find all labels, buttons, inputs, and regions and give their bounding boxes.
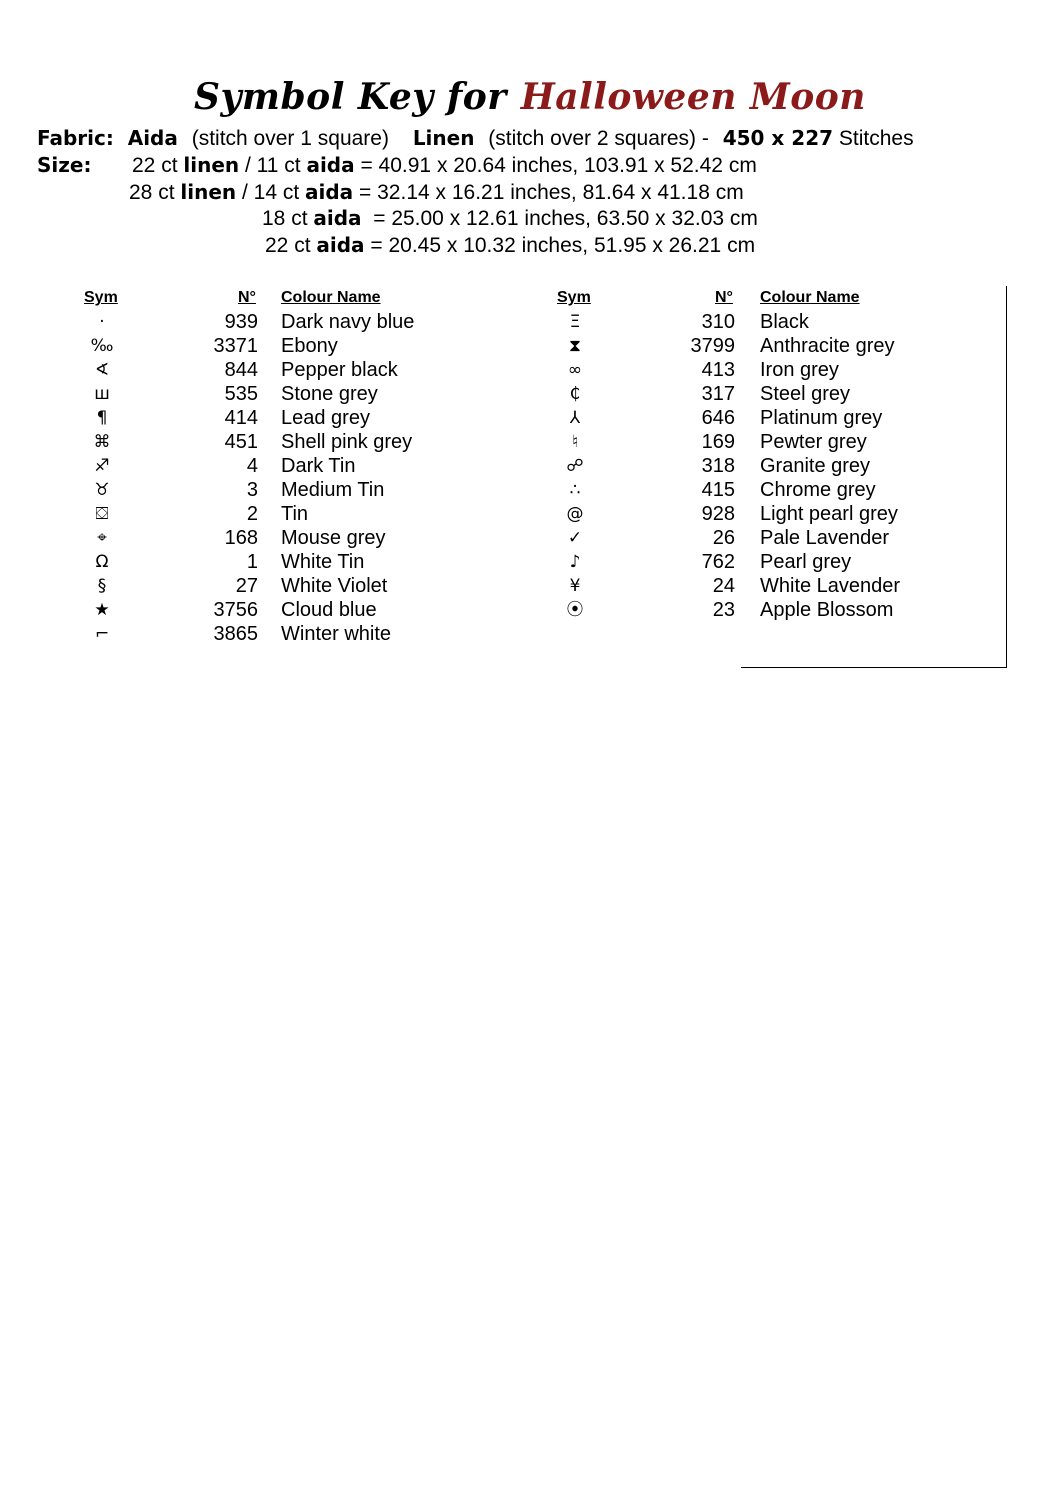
symbol-icon: ⛋ bbox=[95, 504, 109, 524]
fabric-label: Fabric: bbox=[37, 126, 114, 150]
colour-number: 168 bbox=[224, 527, 258, 549]
colour-number: 535 bbox=[224, 383, 258, 405]
colour-name: Granite grey bbox=[760, 455, 871, 477]
colour-number: 939 bbox=[224, 311, 258, 333]
symbol-icon: ⌘ bbox=[93, 432, 111, 452]
size-1-aida: aida bbox=[306, 153, 355, 177]
colour-number: 844 bbox=[224, 359, 258, 381]
colour-name: Platinum grey bbox=[760, 407, 883, 429]
symbol-icon: ‰ bbox=[90, 336, 114, 356]
size-4-dims: = 20.45 x 10.32 inches, 51.95 x 26.21 cm bbox=[364, 234, 756, 257]
symbol-icon: ¶ bbox=[96, 408, 108, 428]
fabric-stitches: Stitches bbox=[838, 127, 914, 150]
colour-name: Ebony bbox=[281, 335, 338, 357]
symbol-icon: ♪ bbox=[569, 552, 581, 572]
symbol-icon: ✓ bbox=[567, 528, 583, 548]
symbol-icon: Ω bbox=[95, 552, 109, 572]
colour-name: Pearl grey bbox=[760, 551, 852, 573]
colour-name: Steel grey bbox=[760, 383, 851, 405]
colour-name: Chrome grey bbox=[760, 479, 876, 501]
size-2-mid: / 14 ct bbox=[236, 181, 306, 204]
symbol-icon: ⌖ bbox=[97, 528, 107, 548]
size-2-dims: = 32.14 x 16.21 inches, 81.64 x 41.18 cm bbox=[353, 181, 744, 204]
symbol-icon: ш bbox=[94, 384, 110, 404]
size-2-ct: 28 ct bbox=[129, 181, 181, 204]
size-1-ct: 22 ct bbox=[132, 154, 184, 177]
size-1-dims: = 40.91 x 20.64 inches, 103.91 x 52.42 cm bbox=[354, 154, 757, 177]
colour-number: 451 bbox=[224, 431, 258, 453]
colour-number: 27 bbox=[235, 575, 258, 597]
colour-number: 3799 bbox=[690, 335, 735, 357]
colour-name: Pale Lavender bbox=[760, 527, 889, 549]
size-2-aida: aida bbox=[305, 180, 354, 204]
colour-name: Medium Tin bbox=[281, 479, 385, 501]
symbol-icon: ₵ bbox=[569, 384, 581, 404]
right-border-line bbox=[1006, 286, 1007, 668]
symbol-icon: · bbox=[99, 312, 105, 332]
fabric-linen-note: (stitch over 2 squares) - bbox=[488, 127, 709, 150]
symbol-icon: ♉ bbox=[94, 480, 110, 500]
left-header-name: Colour Name bbox=[281, 289, 381, 306]
size-line-4 bbox=[265, 233, 755, 258]
colour-number: 317 bbox=[701, 383, 735, 405]
symbol-icon: ¥ bbox=[569, 576, 581, 596]
fabric-dims: 450 x 227 bbox=[722, 126, 834, 150]
colour-name: Winter white bbox=[281, 623, 392, 645]
right-header-sym: Sym bbox=[557, 289, 591, 306]
colour-number: 646 bbox=[701, 407, 735, 429]
size-3-ct: 18 ct bbox=[262, 207, 314, 230]
colour-name: White Lavender bbox=[760, 575, 901, 597]
colour-number: 310 bbox=[701, 311, 735, 333]
colour-number: 3 bbox=[246, 479, 258, 501]
title-prefix: Symbol Key for bbox=[194, 76, 507, 118]
symbol-icon: ☍ bbox=[566, 456, 584, 476]
bottom-border-line bbox=[741, 667, 1007, 668]
pattern-name: Halloween Moon bbox=[520, 76, 866, 118]
fabric-linen: Linen bbox=[412, 126, 475, 150]
colour-name: White Violet bbox=[281, 575, 388, 597]
fabric-aida: Aida bbox=[127, 126, 178, 150]
size-line-3 bbox=[262, 206, 758, 231]
size-1-linen: linen bbox=[183, 153, 240, 177]
colour-number: 2 bbox=[246, 503, 258, 525]
symbol-icon: ★ bbox=[94, 600, 110, 620]
colour-number: 318 bbox=[701, 455, 735, 477]
fabric-aida-note: (stitch over 1 square) bbox=[191, 127, 389, 150]
colour-number: 23 bbox=[712, 599, 735, 621]
symbol-icon: § bbox=[97, 576, 107, 596]
colour-name: Anthracite grey bbox=[760, 335, 895, 357]
colour-name: Pepper black bbox=[281, 359, 398, 381]
left-header-num: N° bbox=[238, 289, 256, 306]
size-label-line bbox=[37, 153, 91, 178]
size-4-ct: 22 ct bbox=[265, 234, 317, 257]
colour-number: 3371 bbox=[213, 335, 258, 357]
size-line-2 bbox=[129, 180, 744, 205]
page-title bbox=[0, 76, 1060, 118]
colour-name: Apple Blossom bbox=[760, 599, 894, 621]
colour-number: 1 bbox=[246, 551, 258, 573]
colour-number: 169 bbox=[701, 431, 735, 453]
symbol-icon: ⧗ bbox=[569, 336, 581, 356]
size-1-mid: / 11 ct bbox=[239, 154, 307, 177]
colour-number: 414 bbox=[224, 407, 258, 429]
colour-number: 928 bbox=[701, 503, 735, 525]
colour-number: 4 bbox=[246, 455, 258, 477]
colour-name: Mouse grey bbox=[281, 527, 386, 549]
size-3-aida: aida bbox=[313, 206, 362, 230]
colour-name: Dark Tin bbox=[281, 455, 356, 477]
colour-name: Light pearl grey bbox=[760, 503, 898, 525]
symbol-icon: @ bbox=[566, 504, 584, 524]
symbol-icon: ⦿ bbox=[566, 600, 584, 620]
colour-number: 26 bbox=[712, 527, 735, 549]
symbol-icon: Ξ bbox=[569, 312, 581, 332]
colour-number: 415 bbox=[701, 479, 735, 501]
colour-name: Dark navy blue bbox=[281, 311, 415, 333]
symbol-icon: ⅄ bbox=[569, 408, 581, 428]
colour-name: Iron grey bbox=[760, 359, 839, 381]
symbol-icon: ∴ bbox=[569, 480, 581, 500]
size-label: Size: bbox=[37, 153, 92, 177]
colour-number: 3865 bbox=[213, 623, 258, 645]
colour-name: Stone grey bbox=[281, 383, 378, 405]
symbol-icon: ⌐ bbox=[94, 624, 110, 644]
symbol-icon: ∢ bbox=[94, 360, 110, 380]
colour-name: Pewter grey bbox=[760, 431, 867, 453]
colour-number: 3756 bbox=[213, 599, 258, 621]
right-header-num: N° bbox=[715, 289, 733, 306]
fabric-line bbox=[37, 126, 914, 151]
colour-name: Black bbox=[760, 311, 809, 333]
symbol-icon: ♮ bbox=[571, 432, 579, 452]
colour-name: Cloud blue bbox=[281, 599, 377, 621]
colour-number: 413 bbox=[701, 359, 735, 381]
colour-name: Tin bbox=[281, 503, 309, 525]
size-4-aida: aida bbox=[316, 233, 365, 257]
colour-number: 24 bbox=[712, 575, 735, 597]
size-line-1 bbox=[132, 153, 757, 178]
size-3-dims: = 25.00 x 12.61 inches, 63.50 x 32.03 cm bbox=[361, 207, 758, 230]
colour-number: 762 bbox=[701, 551, 735, 573]
symbol-icon: ∞ bbox=[567, 360, 583, 380]
colour-name: Shell pink grey bbox=[281, 431, 413, 453]
left-header-sym: Sym bbox=[84, 289, 118, 306]
size-2-linen: linen bbox=[180, 180, 237, 204]
right-header-name: Colour Name bbox=[760, 289, 860, 306]
colour-name: Lead grey bbox=[281, 407, 370, 429]
symbol-icon: ♐ bbox=[94, 456, 110, 476]
colour-name: White Tin bbox=[281, 551, 365, 573]
